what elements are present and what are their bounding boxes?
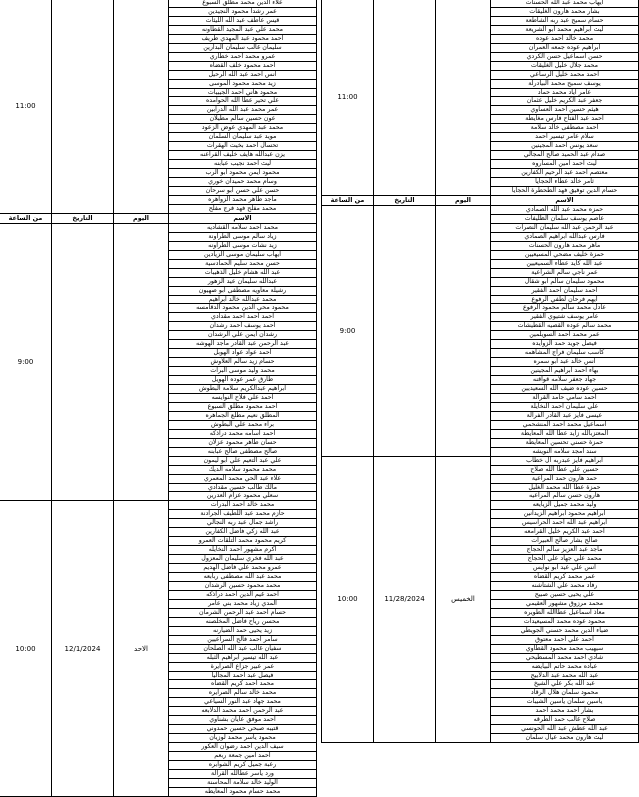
student-name: ابراهيم عوده جمعه العمران (491, 43, 639, 52)
student-name: محمد محمود سلامه الديك (169, 465, 317, 474)
student-name: عمرو محمد احمد خطاري (169, 52, 317, 61)
student-name: احمد علي فلاح النوايسه (169, 393, 317, 402)
student-name: ماهر محمد هارون الحسنات (491, 241, 639, 250)
table-row (0, 0, 317, 7)
student-name: حمزة حسني تحسين المعايطة (491, 438, 639, 447)
schedule-column-left (0, 0, 317, 795)
student-name: احمد موفق عايان بشناوي (169, 716, 317, 725)
student-name: حسين عوده ضيف الله السعيديين (491, 385, 639, 394)
student-name: عبد الله محمد عبد الدلابيح (491, 671, 639, 680)
student-name: عيسى فايز عبد القادر الفرالة (491, 411, 639, 420)
date-cell (374, 0, 436, 195)
student-name: محمود هاني احمد الجيبيات (169, 88, 317, 97)
student-name: احمد محمد خليل الرساعي (491, 70, 639, 79)
student-name: عبد الله فخري سليمان المعزول (169, 555, 317, 564)
student-name: ماجد طاهر محمد الزواهره (169, 195, 317, 204)
student-name: محمود ايمن محمود ابو الرب (169, 169, 317, 178)
day-cell (114, 0, 169, 213)
schedule-table (321, 0, 639, 743)
student-name: ياسين سلمان ياسين الشيبات (491, 698, 639, 707)
time-cell: 10:00 (0, 501, 52, 796)
student-name: محمد خالد احمد البدرات (169, 501, 317, 510)
table-row (322, 205, 639, 214)
student-name: فيصل عبد احمد المجاليا (169, 671, 317, 680)
student-name: عامر يوسف شتيوي الفقير (491, 313, 639, 322)
table-row (0, 501, 317, 510)
student-name: شادي احمد محمد المسطيحي (491, 653, 639, 662)
table-row (322, 456, 639, 465)
student-name: رشيلة معاويه مصطفى ابو صهيون (169, 286, 317, 295)
student-name: عادل محمد سالم محمود الرفوع (491, 304, 639, 313)
student-name: محمد خالد احمد عوده (491, 34, 639, 43)
student-name: سعد يونس احمد المجينين (491, 142, 639, 151)
student-name: عامر اياد محمد حماد (491, 88, 639, 97)
column-header-name: الاسم (169, 213, 317, 223)
student-name: مويد عبد سليمان السلمان (169, 133, 317, 142)
student-name: فارس عبدالله ابراهيم الصمادي (491, 232, 639, 241)
student-name: علي عبد التعيم علي ابو ليمون (169, 456, 317, 465)
schedule-column-right (322, 0, 639, 795)
student-name: ورد ياسر عطالله القرالة (169, 770, 317, 779)
student-name: طارق عمر عوده الهويل (169, 376, 317, 385)
student-name: عمر ناجي سالم الشراعية (491, 268, 639, 277)
student-name: معاذ اسماعيل عطاالله الطويره (491, 608, 639, 617)
student-name: صالح بشار صالح العبيرات (491, 537, 639, 546)
student-name: جهاد جعفر سلامه قواقنه (491, 376, 639, 385)
column-header-name: الاسم (491, 195, 639, 205)
student-name: عبد الرحمن عبد الله سليمان النصرات (491, 223, 639, 232)
schedule-table (0, 0, 317, 797)
student-name: عبدالله سليمان عيد الزهور (169, 277, 317, 286)
student-name: محمد حسام محمود المعايطه (169, 787, 317, 796)
student-name: ابراهيم محمود ابراهيم الزيدانين (491, 510, 639, 519)
student-name: حسام احمد عبد الرحمن الشرمان (169, 608, 317, 617)
student-name: عبد الله بكر علي الشيخ (491, 680, 639, 689)
header-row (0, 213, 317, 223)
student-name: ليث احمد نجيب عبابنه (169, 160, 317, 169)
student-name: محمد مفلح فهد فرج مفلح (169, 204, 317, 213)
student-name: صالح مصطفى صالح عبابنه (169, 447, 317, 456)
student-name: حسام سميح عبد ربه الشاطعة (491, 16, 639, 25)
student-name: ايهاب سليمان موسى الزيادين (169, 250, 317, 259)
student-name: سفيان غالب عبد الله الصلحان (169, 644, 317, 653)
student-name: ثامر خالد عطاء الحجايا (491, 178, 639, 187)
time-cell: 9:00 (322, 205, 374, 456)
student-name: بشار محمد هارون الغليقات (491, 7, 639, 16)
student-name: سيف الدين احمد رضوان العكور (169, 743, 317, 752)
student-name: عمر محمد عبد الله الدرابين (169, 106, 317, 115)
student-name: تحسال احمد بخيت الهقرات (169, 142, 317, 151)
student-name: مالك طالب حسين مقدادي (169, 483, 317, 492)
student-name: جعفر عبد الكريم خليل عثمان (491, 97, 639, 106)
student-name: احمد سليمان احمد الفقير (491, 286, 639, 295)
student-name: اسماعيل محمد احمد المنشحمي (491, 420, 639, 429)
student-name: احمد عبد الكريم خليل القرامعه (491, 528, 639, 537)
student-name: عمر عبير جزاع الصرايرة (169, 662, 317, 671)
student-name: محمد مرزوق مشهور العقيمي (491, 599, 639, 608)
student-name: ليث احمد امين المساروه (491, 160, 639, 169)
student-name: فيصل جويد حمد الزوايده (491, 340, 639, 349)
student-name: زياد سالم موسى الطراونة (169, 232, 317, 241)
date-cell: 12/1/2024 (52, 501, 114, 796)
student-name: عبد الله كايد عطاء السميعيين (491, 259, 639, 268)
student-name: احمد اسامه محمد دراذكه (169, 429, 317, 438)
student-name: احمد عبد الفتاح فارس مغايطة (491, 115, 639, 124)
header-row (322, 195, 639, 205)
student-name: ابراهيم عبد الله احمد الحراسيس (491, 519, 639, 528)
student-name: علاء عبد الحي محمد المعمري (169, 474, 317, 483)
student-name: احمد غيم الدين احمد دراذكه (169, 590, 317, 599)
date-cell (52, 0, 114, 213)
student-name: ابراهيم فايز عبدربه ال خطاب (491, 456, 639, 465)
student-name: هارون حسن سالم المراعيه (491, 492, 639, 501)
student-name: محمود سليمان سالم ابو شقال (491, 277, 639, 286)
column-header-day: اليوم (436, 195, 491, 205)
student-name: رعبة جميل كريم الشوابره (169, 761, 317, 770)
student-name: حمد هارون حمد المراعية (491, 474, 639, 483)
student-name: المعتزبالله زايد عطا الله المعايطة (491, 429, 639, 438)
time-cell: 10:00 (322, 456, 374, 743)
student-name: قيس عاطف عبد الله الليثات (169, 16, 317, 25)
student-name: راشد جمال عبد ربه النجالي (169, 519, 317, 528)
student-name: حسن محمد سليم الحمادسية (169, 259, 317, 268)
student-name: محمد عبد المهدي عوض الزعود (169, 124, 317, 133)
student-name: محمد عبدالله خالد ابراهيم (169, 295, 317, 304)
student-name: يوسف سميح محمد البيادرلة (491, 79, 639, 88)
student-name: علي سليمان احمد النخايلة (491, 402, 639, 411)
column-header-date: التاريخ (374, 195, 436, 205)
student-name: عباده محمد حاتم البيايضه (491, 662, 639, 671)
student-name: زيد محمد محمود الموسى (169, 79, 317, 88)
student-name: صدام عبد الحميد صالح المجالي (491, 151, 639, 160)
student-name: كاسب سليمان فراج المشاهمه (491, 349, 639, 358)
student-name: عبد الرحمن عبد القادر ماجد الهوشه (169, 340, 317, 349)
student-name: احمد علي احمد معتوق (491, 635, 639, 644)
time-cell: 9:00 (0, 223, 52, 501)
student-name: سيهيب محمد محمود القطاوي (491, 644, 639, 653)
student-name: ايهاب محمد عبد الله الحسنات (491, 0, 639, 7)
student-name: محمد علي جهاد علي الحجاج (491, 555, 639, 564)
student-name: زيد نشأت موسى الطراونه (169, 241, 317, 250)
student-name: عبد الله هشام خليل الذهيبات (169, 268, 317, 277)
student-name: سلام عامر تيسير احمد (491, 133, 639, 142)
time-cell: 11:00 (322, 0, 374, 195)
student-name: يزن عبدالله هايف خليف القراعنه (169, 151, 317, 160)
student-name: محمد احمد سلامه القشاديه (169, 223, 317, 232)
student-name: ايهم فرحان لطفي الرفوع (491, 295, 639, 304)
student-name: محمد سالم عوده القصيه القطيشات (491, 322, 639, 331)
student-name: محمد وليد موسى البرات (169, 367, 317, 376)
student-name: علاء الدين محمد مطلق السبوع (169, 0, 317, 7)
student-name: كريم محمود محمد التلقات العمرو (169, 537, 317, 546)
student-name: احمد محمود عبد المهدي طريف (169, 34, 317, 43)
student-name: هيثم حسين احمد العساوي (491, 106, 639, 115)
student-name: حسن اسماعيل حسن الكردي (491, 52, 639, 61)
date-cell (374, 205, 436, 456)
student-name: الوليد خالد سلامة المحاسنة (169, 778, 317, 787)
student-name: عاصم يوسف سلمان الظليفات (491, 214, 639, 223)
column-header-time: من الساعة (0, 213, 52, 223)
student-name: محمد جلال خليل الغليقات (491, 61, 639, 70)
student-name: سامر احمد فالح السراعيين (169, 635, 317, 644)
student-name: رشدان ايمن علي الرشدان (169, 331, 317, 340)
student-name: محمد خالد سالم الصرايره (169, 689, 317, 698)
student-name: محمود سلمان هلال الرقاد (491, 689, 639, 698)
student-name: محمود ياسر محمد لوزيان (169, 734, 317, 743)
student-name: احمد محمود مطلق السبوع (169, 402, 317, 411)
student-name: حازم محمد عبد اللطيف الجرادنة (169, 510, 317, 519)
student-name: محمود عوده محمد المسيعيدات (491, 617, 639, 626)
student-name: عون حسين سالم مطيلان (169, 115, 317, 124)
student-name: براء محمد علي البطوش (169, 420, 317, 429)
student-name: محمد جهاد عبد النور السياعي (169, 698, 317, 707)
student-name: ليث هارون محمد عيال سلمان (491, 734, 639, 743)
student-name: حسين علي عطا الله صلاح (491, 465, 639, 474)
student-name: عمرو محمد علي فاضل الهديم (169, 564, 317, 573)
student-name: عبد الرحمن احمد محمد الدلابعه (169, 707, 317, 716)
student-name: ليث ابراهيم محمد ابو الشريعة (491, 25, 639, 34)
student-name: المدي زياد محمد بني عامر (169, 599, 317, 608)
student-name: احمد احمد احمد مقدادي (169, 313, 317, 322)
student-name: احمد عواد عواد الهوبل (169, 349, 317, 358)
student-name: محمد محمود حسين الرشدان (169, 582, 317, 591)
student-name: اكرم مشهور احمد النخايله (169, 546, 317, 555)
column-header-date: التاريخ (52, 213, 114, 223)
table-row (0, 223, 317, 232)
student-name: محسن رياح فاضل المخلصنه (169, 617, 317, 626)
student-name: وليد محمد جميل الزيايعه (491, 501, 639, 510)
student-name: احمد يوسف احمد رشدان (169, 322, 317, 331)
student-name: حمزه محمد عبد الله الصمادي (491, 205, 639, 214)
student-name: محمود محي الدين محمود الدقامسه (169, 304, 317, 313)
student-name: ضياء الدين محمد حسني الجويطي (491, 626, 639, 635)
student-name: معتصم احمد عبد الرحيم الكفارين (491, 169, 639, 178)
day-cell (436, 0, 491, 195)
student-name: عمر رشدا محمود النجيدين (169, 7, 317, 16)
student-name: ماجد عبد العزيز سالم الحجاج (491, 546, 639, 555)
date-cell: 11/28/2024 (374, 456, 436, 743)
student-name: محمد عبد الله مصطفى ربابعه (169, 573, 317, 582)
column-header-day: اليوم (114, 213, 169, 223)
student-name: احمد سامي حامد القرالة (491, 393, 639, 402)
student-name: بشار احمد محمد احمد (491, 707, 639, 716)
student-name: علي يحيى حسين صبيح (491, 590, 639, 599)
student-name: عبد الله عطش عبد الله الحونسي (491, 725, 639, 734)
student-name: علي تحير عطا الله الحوامده (169, 97, 317, 106)
student-name: حسن علي حسن ابو سرحان (169, 187, 317, 196)
student-name: عمر محمد احمد السويلمين (491, 331, 639, 340)
student-name: محمد احمد كريم القضاه (169, 680, 317, 689)
student-name: انس احمد عبد الله الرحيل (169, 70, 317, 79)
student-name: احمد محمود خلف القضاه (169, 61, 317, 70)
day-cell (436, 205, 491, 456)
student-name: وسام محمد حمیدان خوري (169, 178, 317, 187)
student-name: سند امجد سلامه النويشه (491, 447, 639, 456)
student-name: عمر محمد كريم القضاه (491, 573, 639, 582)
student-name: ابراهيم عبدالكريم سلامة البطوش (169, 385, 317, 394)
day-cell (114, 223, 169, 501)
date-cell (52, 223, 114, 501)
student-name: سليمان غالب سليمان البدارين (169, 43, 317, 52)
day-cell: الخميس (436, 456, 491, 743)
student-name: احمد مصطفى خالد سلامة (491, 124, 639, 133)
student-name: زيد يحيى حمد الضيارنه (169, 626, 317, 635)
student-name: المطلق نعيم مطلع الجماهره (169, 411, 317, 420)
student-name: عبد الله زكي فاضل الكفارين (169, 528, 317, 537)
day-cell: الاحد (114, 501, 169, 796)
student-name: قتيبه صبحي حسين حمدوني (169, 725, 317, 734)
student-name: حمزة عطا الله محمد الغليل (491, 483, 639, 492)
student-name: احمد امين جمعة ربعم (169, 752, 317, 761)
student-name: صلاح غالب حمد الطرقه (491, 716, 639, 725)
table-row (322, 0, 639, 7)
student-name: انس خالد عبد ابو سمره (491, 358, 639, 367)
column-header-time: من الساعة (322, 195, 374, 205)
student-name: سعلي محمود عزام العدرين (169, 492, 317, 501)
student-name: عبد الله تيسير ابراهيم الثبله (169, 653, 317, 662)
student-name: انس علي عيد ابو نوايس (491, 564, 639, 573)
student-name: حسام الدين توفيق فهد الطحطرة الحجايا (491, 187, 639, 196)
time-cell: 11:00 (0, 0, 52, 213)
student-name: بهاء احمد ابراهيم المجينين (491, 367, 639, 376)
student-name: حسام زيد سالم العلاوش (169, 358, 317, 367)
student-name: رفاد محمد علي الشتاشنه (491, 582, 639, 591)
student-name: محمد علي عبد المجيد القطاونه (169, 25, 317, 34)
student-name: حسان طاهر محمود عزلان (169, 438, 317, 447)
student-name: حمزة خليف مضحي المسيعيين (491, 250, 639, 259)
